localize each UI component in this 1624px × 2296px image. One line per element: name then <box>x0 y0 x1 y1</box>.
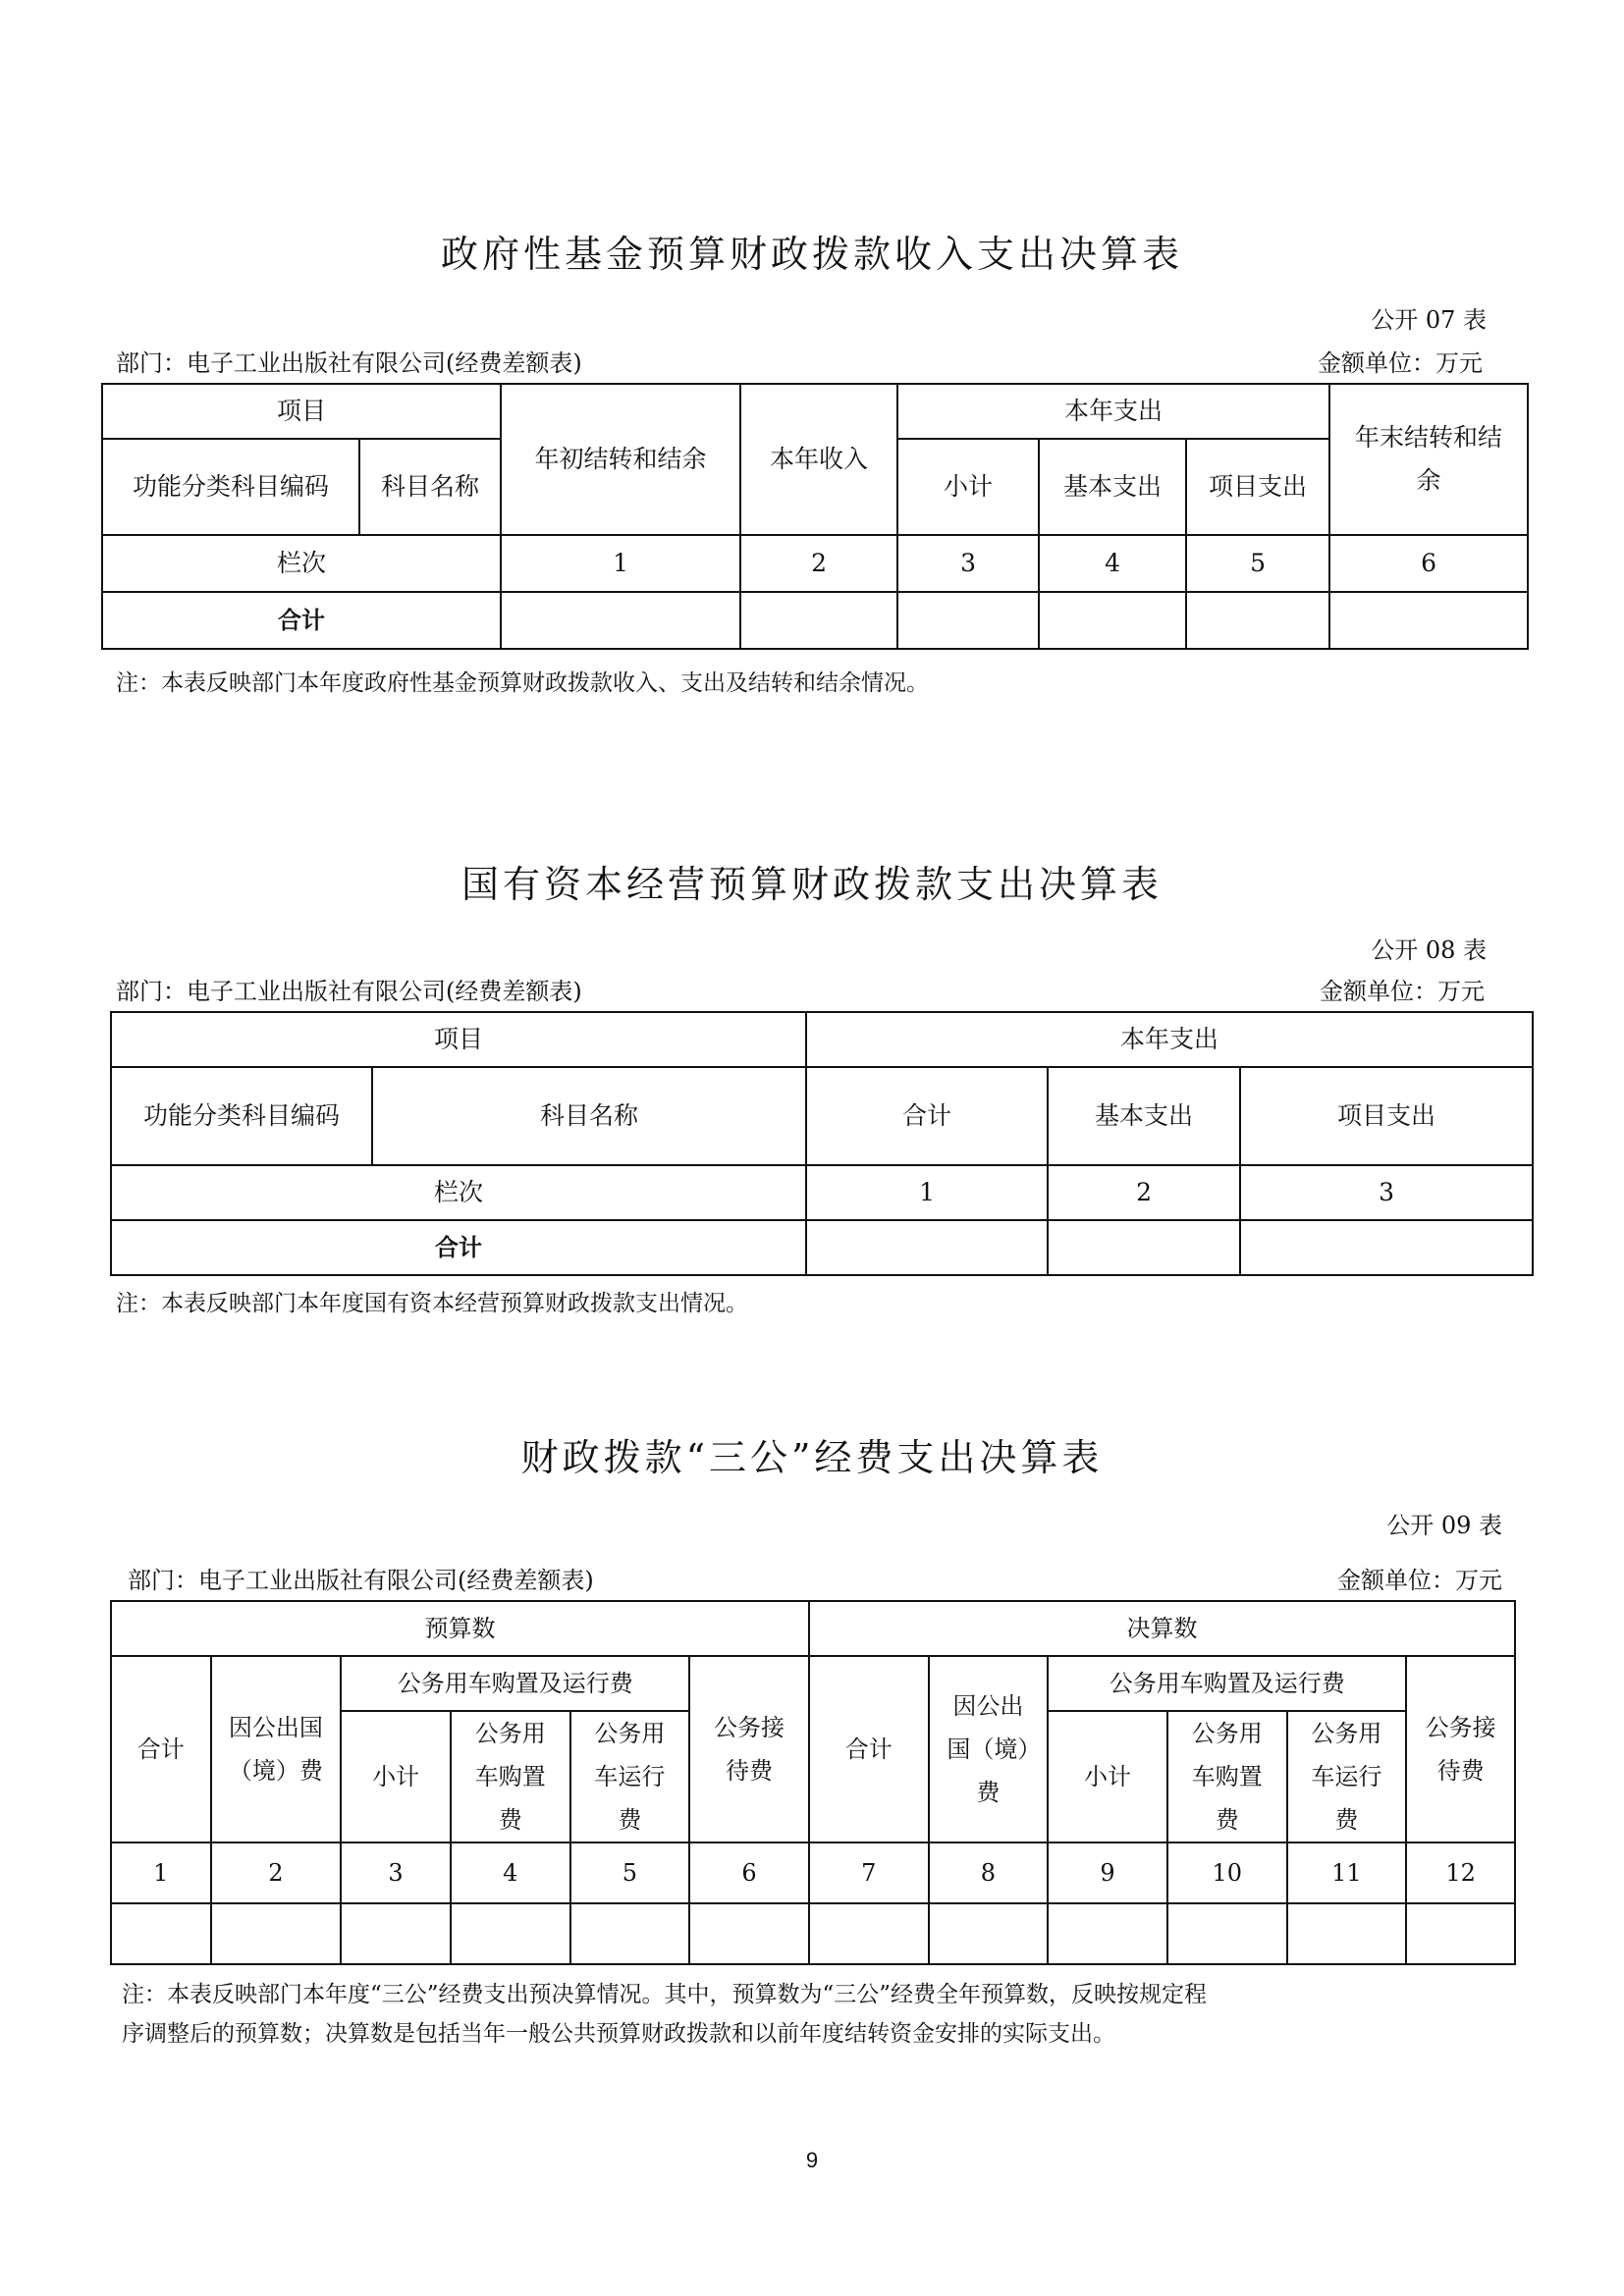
t09-header-budget-total: 合计 <box>111 1656 211 1842</box>
t09-col-num: 9 <box>1048 1842 1167 1903</box>
table09-dept: 部门：电子工业出版社有限公司(经费差额表) <box>128 1567 594 1594</box>
t09-data-cell <box>341 1903 451 1964</box>
t07-col-num: 5 <box>1186 535 1329 592</box>
t08-column-label: 栏次 <box>111 1165 806 1220</box>
t08-total-cell <box>1048 1220 1240 1275</box>
t07-total-label: 合计 <box>102 592 501 649</box>
t07-total-cell <box>740 592 897 649</box>
t07-total-cell <box>1039 592 1186 649</box>
t09-data-cell <box>929 1903 1049 1964</box>
t07-col-num: 3 <box>897 535 1039 592</box>
table07-unit: 金额单位：万元 <box>1318 349 1483 377</box>
t09-header-final-reception: 公务接待费 <box>1406 1656 1515 1842</box>
t09-data-cell <box>211 1903 342 1964</box>
t07-header-opening: 年初结转和结余 <box>501 384 740 535</box>
t09-header-budget-reception: 公务接待费 <box>689 1656 809 1842</box>
t07-total-cell <box>1329 592 1528 649</box>
t09-col-num: 7 <box>809 1842 929 1903</box>
t09-header-budget-vehicle: 公务用车购置及运行费 <box>341 1656 689 1711</box>
t09-data-cell <box>689 1903 809 1964</box>
t07-total-cell <box>1186 592 1329 649</box>
t09-header-budget-abroad: 因公出国（境）费 <box>211 1656 342 1842</box>
t08-col-num: 2 <box>1048 1165 1240 1220</box>
t09-col-num: 3 <box>341 1842 451 1903</box>
table07-title: 政府性基金预算财政拨款收入支出决算表 <box>440 233 1183 276</box>
t09-data-cell <box>1287 1903 1407 1964</box>
t09-col-num: 2 <box>211 1842 342 1903</box>
t08-header-subject-name: 科目名称 <box>372 1067 806 1165</box>
t07-header-basic: 基本支出 <box>1039 439 1186 535</box>
t09-header-final-subtotal: 小计 <box>1048 1711 1167 1842</box>
t07-col-num: 2 <box>740 535 897 592</box>
t08-total-label: 合计 <box>111 1220 806 1275</box>
t09-data-cell <box>570 1903 690 1964</box>
t07-header-item: 项目 <box>102 384 501 439</box>
table08-unit: 金额单位：万元 <box>1320 978 1485 1005</box>
table09-code: 公开 09 表 <box>1386 1512 1502 1539</box>
t08-header-item: 项目 <box>111 1012 806 1067</box>
t09-header-final-vehicle: 公务用车购置及运行费 <box>1048 1656 1406 1711</box>
t08-header-project: 项目支出 <box>1240 1067 1533 1165</box>
t07-total-cell <box>501 592 740 649</box>
t07-col-num: 1 <box>501 535 740 592</box>
table09-note <box>122 1975 1516 2054</box>
table08-title: 国有资本经营预算财政拨款支出决算表 <box>460 863 1163 906</box>
t09-header-budget: 预算数 <box>111 1601 809 1656</box>
table07-code: 公开 07 表 <box>1371 306 1487 334</box>
table08-dept: 部门：电子工业出版社有限公司(经费差额表) <box>116 978 582 1005</box>
t07-header-income: 本年收入 <box>740 384 897 535</box>
t08-total-cell <box>806 1220 1048 1275</box>
table09-note-line2: 序调整后的预算数；决算数是包括当年一般公共预算财政拨款和以前年度结转资金安排的实际支出。 <box>122 2021 1115 2047</box>
t07-total-cell <box>897 592 1039 649</box>
t09-header-final-vehicle-purchase: 公务用车购置费 <box>1167 1711 1287 1842</box>
table08-note: 注：本表反映部门本年度国有资本经营预算财政拨款支出情况。 <box>116 1291 748 1316</box>
t09-header-final-total: 合计 <box>809 1656 929 1842</box>
t08-col-num: 3 <box>1240 1165 1533 1220</box>
t09-data-cell <box>809 1903 929 1964</box>
t09-col-num: 1 <box>111 1842 211 1903</box>
t08-col-num: 1 <box>806 1165 1048 1220</box>
table09-unit: 金额单位：万元 <box>1337 1567 1502 1594</box>
t09-header-final-vehicle-operation: 公务用车运行费 <box>1287 1711 1407 1842</box>
t09-col-num: 11 <box>1287 1842 1407 1903</box>
t09-data-cell <box>1048 1903 1167 1964</box>
table07-dept: 部门：电子工业出版社有限公司(经费差额表) <box>116 349 582 377</box>
t09-col-num: 8 <box>929 1842 1049 1903</box>
t09-header-final: 决算数 <box>809 1601 1515 1656</box>
t07-header-project: 项目支出 <box>1186 439 1329 535</box>
t07-header-func-code: 功能分类科目编码 <box>102 439 359 535</box>
t09-col-num: 12 <box>1406 1842 1515 1903</box>
t09-header-final-abroad: 因公出国（境）费 <box>929 1656 1049 1842</box>
t09-col-num: 5 <box>570 1842 690 1903</box>
table07 <box>101 383 1529 650</box>
t07-header-subject-name: 科目名称 <box>359 439 501 535</box>
t09-header-budget-vehicle-purchase: 公务用车购置费 <box>451 1711 570 1842</box>
t07-col-num: 6 <box>1329 535 1528 592</box>
t09-col-num: 10 <box>1167 1842 1287 1903</box>
t08-total-cell <box>1240 1220 1533 1275</box>
t08-header-func-code: 功能分类科目编码 <box>111 1067 372 1165</box>
t09-data-cell <box>1406 1903 1515 1964</box>
table07-note: 注：本表反映部门本年度政府性基金预算财政拨款收入、支出及结转和结余情况。 <box>116 670 929 696</box>
t07-col-num: 4 <box>1039 535 1186 592</box>
table09-note-line1: 注：本表反映部门本年度“三公”经费支出预决算情况。其中，预算数为“三公”经费全年预算数，反映按规定程 <box>122 1982 1208 2007</box>
t08-header-expense: 本年支出 <box>806 1012 1533 1067</box>
t08-header-total: 合计 <box>806 1067 1048 1165</box>
table08 <box>110 1011 1534 1276</box>
t08-header-basic: 基本支出 <box>1048 1067 1240 1165</box>
t07-header-expense: 本年支出 <box>897 384 1329 439</box>
t07-column-label: 栏次 <box>102 535 501 592</box>
page-number: 9 <box>805 2148 819 2172</box>
t07-header-subtotal: 小计 <box>897 439 1039 535</box>
table09-title: 财政拨款“三公”经费支出决算表 <box>520 1436 1104 1479</box>
table09 <box>110 1600 1516 1965</box>
t09-data-cell <box>451 1903 570 1964</box>
table08-code: 公开 08 表 <box>1371 936 1487 964</box>
t09-header-budget-subtotal: 小计 <box>341 1711 451 1842</box>
t09-data-cell <box>1167 1903 1287 1964</box>
t07-header-closing: 年末结转和结余 <box>1329 384 1528 535</box>
t09-header-budget-vehicle-operation: 公务用车运行费 <box>570 1711 690 1842</box>
t09-col-num: 4 <box>451 1842 570 1903</box>
t09-data-cell <box>111 1903 211 1964</box>
t09-col-num: 6 <box>689 1842 809 1903</box>
